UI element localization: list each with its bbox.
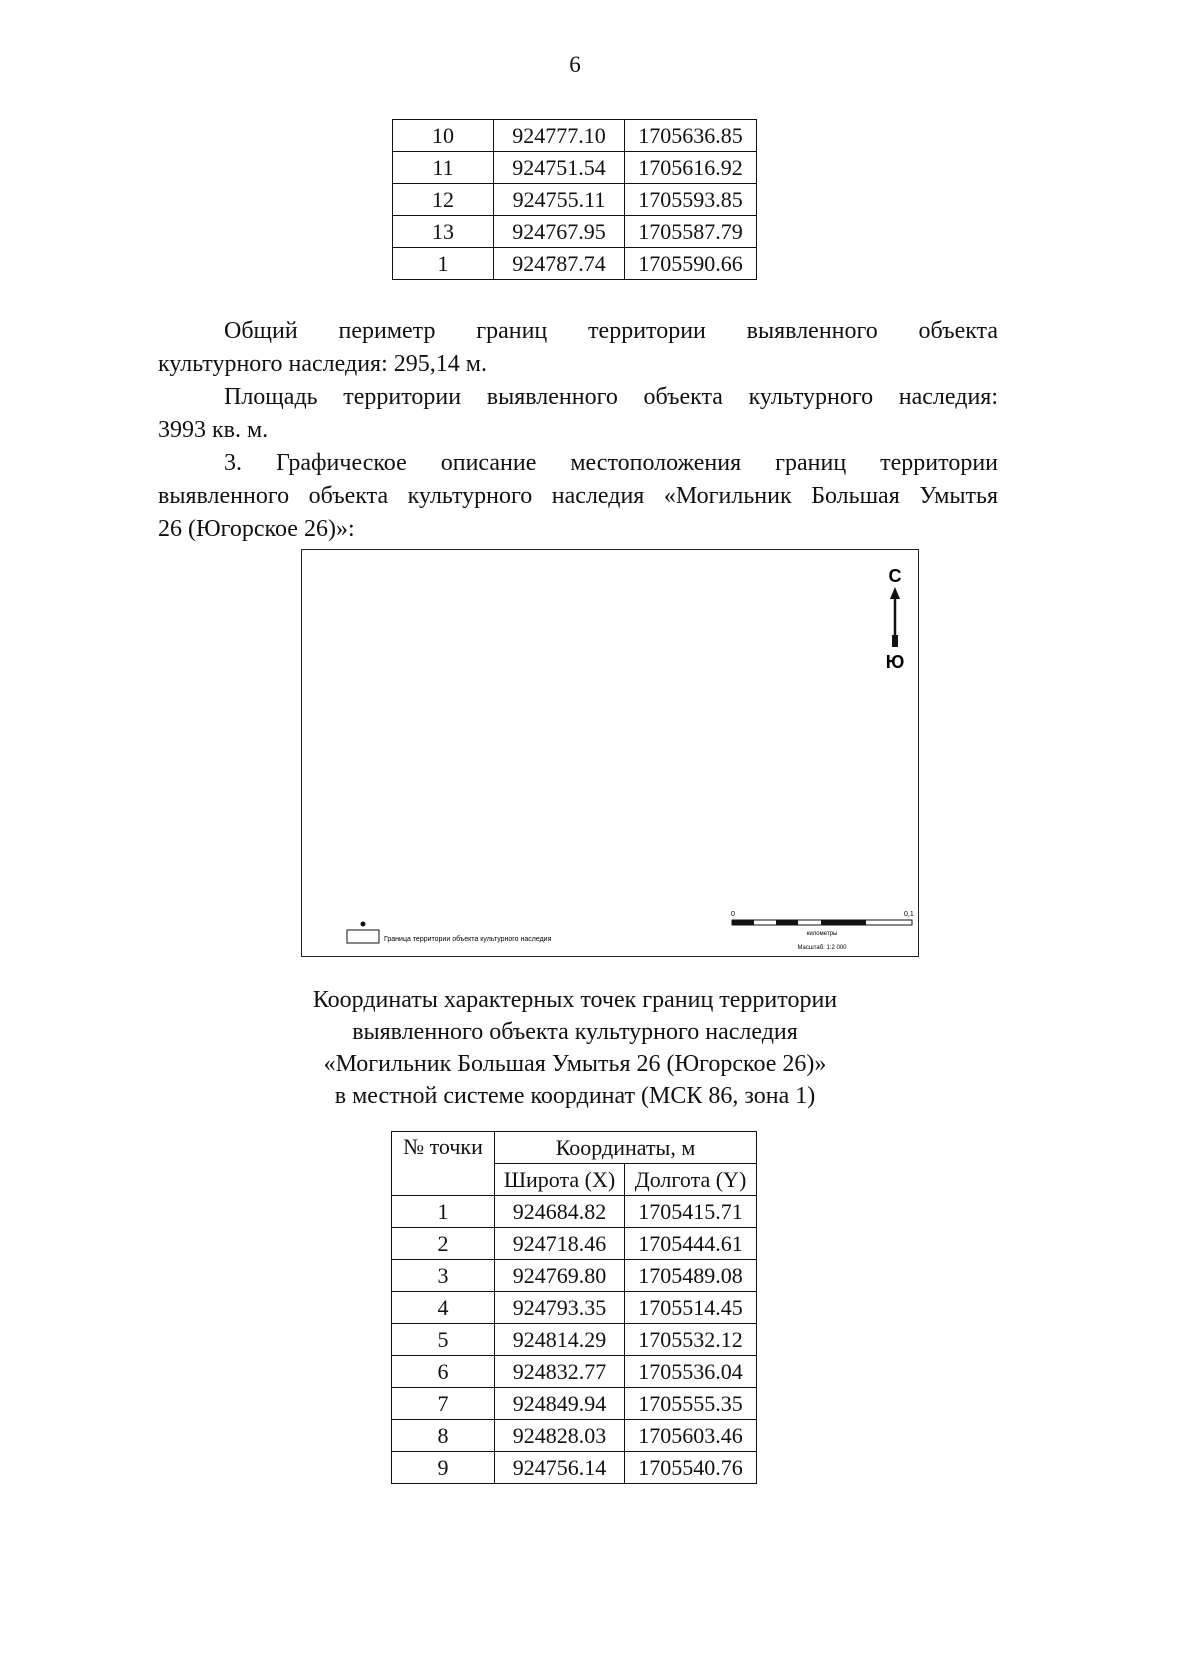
boundary-map — [301, 549, 919, 957]
area-text-cont: 3993 кв. м. — [158, 417, 269, 443]
coordinates-table — [391, 1131, 757, 1484]
table-row — [393, 184, 757, 216]
section-heading-cont: выявленного объекта культурного наследия «Могильник Большая Умытья — [158, 483, 998, 509]
legend-point-icon — [361, 922, 366, 927]
area-text: Площадь территории выявленного объекта культурного наследия: — [224, 384, 998, 410]
table-row — [393, 152, 757, 184]
table-row — [393, 216, 757, 248]
longitude-y: 1705536.04 — [625, 1356, 757, 1388]
longitude-y: 1705590.66 — [625, 248, 757, 280]
point-number: 11 — [393, 152, 494, 184]
longitude-y: 1705514.45 — [625, 1292, 757, 1324]
header-point-number: № точки — [392, 1132, 495, 1196]
point-number: 4 — [392, 1292, 495, 1324]
table-caption-line: выявленного объекта культурного наследия — [352, 1019, 798, 1045]
longitude-y: 1705540.76 — [625, 1452, 757, 1484]
table-row — [392, 1388, 757, 1420]
table-row — [392, 1260, 757, 1292]
table-caption-line: «Могильник Большая Умытья 26 (Югорское 26)» — [323, 1051, 827, 1077]
scale-left-label: 0 — [731, 911, 735, 918]
longitude-y: 1705444.61 — [625, 1228, 757, 1260]
point-number: 7 — [392, 1388, 495, 1420]
longitude-y: 1705532.12 — [625, 1324, 757, 1356]
section-heading: 3. Графическое описание местоположения границ территории — [224, 450, 998, 476]
latitude-x: 924751.54 — [494, 152, 625, 184]
point-number: 2 — [392, 1228, 495, 1260]
latitude-x: 924718.46 — [495, 1228, 625, 1260]
longitude-y: 1705603.46 — [625, 1420, 757, 1452]
longitude-y: 1705587.79 — [625, 216, 757, 248]
latitude-x: 924777.10 — [494, 120, 625, 152]
longitude-y: 1705555.35 — [625, 1388, 757, 1420]
point-number: 10 — [393, 120, 494, 152]
longitude-y: 1705489.08 — [625, 1260, 757, 1292]
longitude-y: 1705636.85 — [625, 120, 757, 152]
longitude-y: 1705593.85 — [625, 184, 757, 216]
coordinates-table-continued — [392, 119, 757, 280]
longitude-y: 1705616.92 — [625, 152, 757, 184]
table-row — [392, 1292, 757, 1324]
latitude-x: 924849.94 — [495, 1388, 625, 1420]
latitude-x: 924755.11 — [494, 184, 625, 216]
header-coordinates: Координаты, м — [495, 1132, 757, 1164]
latitude-x: 924756.14 — [495, 1452, 625, 1484]
latitude-x: 924787.74 — [494, 248, 625, 280]
table-row — [392, 1228, 757, 1260]
latitude-x: 924793.35 — [495, 1292, 625, 1324]
point-number: 13 — [393, 216, 494, 248]
point-number: 6 — [392, 1356, 495, 1388]
point-number: 5 — [392, 1324, 495, 1356]
point-number: 12 — [393, 184, 494, 216]
page-number: 6 — [569, 52, 581, 77]
scale-text: Масштаб: 1:2 000 — [797, 945, 847, 951]
perimeter-text-cont: культурного наследия: 295,14 м. — [158, 351, 487, 377]
north-arrow-icon — [890, 587, 900, 647]
point-number: 3 — [392, 1260, 495, 1292]
table-row — [392, 1196, 757, 1228]
point-number: 1 — [392, 1196, 495, 1228]
table-row — [392, 1452, 757, 1484]
scale-unit: километры — [806, 931, 838, 937]
point-number: 9 — [392, 1452, 495, 1484]
table-caption-line: Координаты характерных точек границ территории — [312, 987, 838, 1013]
table-row — [392, 1356, 757, 1388]
latitude-x: 924832.77 — [495, 1356, 625, 1388]
longitude-y: 1705415.71 — [625, 1196, 757, 1228]
table-row — [392, 1324, 757, 1356]
legend-label: Граница территории объекта культурного наследия — [384, 936, 552, 943]
table-row — [393, 120, 757, 152]
table-row — [393, 248, 757, 280]
scale-right-label: 0,1 — [904, 911, 914, 918]
scale-bar — [732, 920, 912, 925]
point-number: 1 — [393, 248, 494, 280]
legend-swatch — [347, 930, 379, 943]
table-row — [392, 1420, 757, 1452]
south-label: Ю — [885, 652, 905, 672]
latitude-x: 924684.82 — [495, 1196, 625, 1228]
north-label: С — [888, 566, 902, 586]
latitude-x: 924814.29 — [495, 1324, 625, 1356]
table-header-row — [392, 1132, 757, 1164]
header-longitude: Долгота (Y) — [625, 1164, 757, 1196]
section-heading-end: 26 (Югорское 26)»: — [158, 516, 355, 542]
point-number: 8 — [392, 1420, 495, 1452]
latitude-x: 924767.95 — [494, 216, 625, 248]
latitude-x: 924828.03 — [495, 1420, 625, 1452]
table-caption-line: в местной системе координат (МСК 86, зона 1) — [334, 1083, 816, 1109]
map-canvas — [302, 550, 918, 956]
perimeter-text: Общий периметр границ территории выявленного объекта — [224, 318, 998, 344]
header-latitude: Широта (X) — [495, 1164, 625, 1196]
latitude-x: 924769.80 — [495, 1260, 625, 1292]
